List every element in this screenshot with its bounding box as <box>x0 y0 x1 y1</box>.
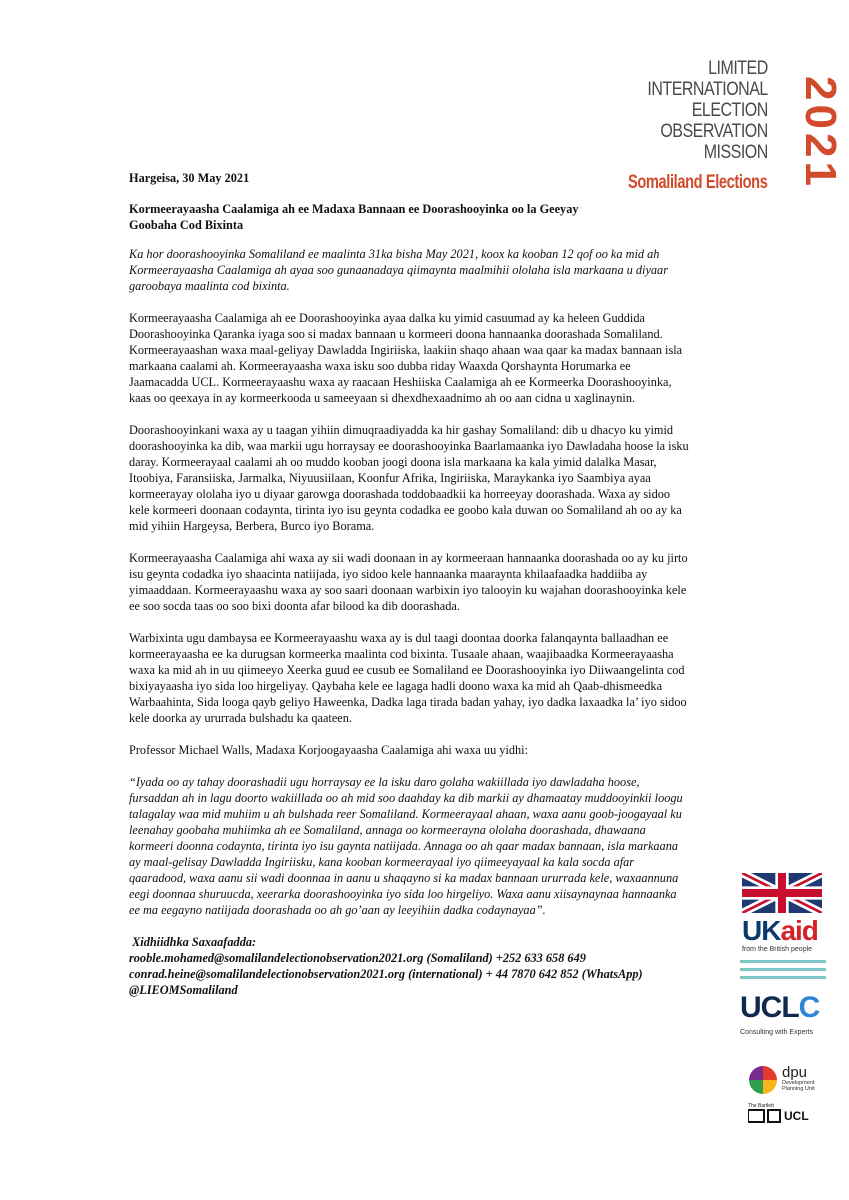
elections-label: Somaliland Elections <box>628 172 768 193</box>
press-contacts <box>129 934 689 998</box>
contact-email-somaliland[interactable]: rooble.mohamed@somalilandelectionobservation2021.org (Somaliland) +252 633 658 649 <box>129 951 586 965</box>
mission-title-line: MISSION <box>703 141 768 163</box>
bartlett-label: The Bartlett <box>748 1103 774 1109</box>
contacts-heading: Xidhiidhka Saxaafadda: <box>132 935 257 949</box>
headline <box>129 201 689 233</box>
contact-twitter-handle[interactable]: @LIEOMSomaliland <box>129 983 238 997</box>
contact-email-international[interactable]: conrad.heine@somalilandelectionobservation2021.org (international) + 44 7870 642 852 (WhatsApp) <box>129 967 643 981</box>
uclc-tagline: Consulting with Experts <box>740 1029 814 1036</box>
headline-line: Goobaha Cod Bixinta <box>129 218 244 232</box>
body-paragraph: Doorashooyinkani waxa ay u taagan yihiin dimuqraadiyadda ka hir gashay Somaliland: dib u dhacyo ku yimid doorashooyinka ka dib, waa markii ugu horraysay ee doorashooyinka Baarlamaanka iyo Dawladaha hoose la isku daray. Kormeerayaal caalami ah oo muddo kooban joogi doona isla markaana ka kala yimid dalalka Masar, Itoobiya, Faransiiska, Jarmalka, Niyuusiilaan, Koonfur Afrika, Ingiriiska, Maraykanka iyo Saambiya ayaa kormeerayay ololaha iyo u diyaar garowga doorashada toddobaadkii ka horreeyay doorashada. Waxa ay sidoo kele kormeeri doonaan codaynta, tirinta iyo isu geynta codadka ee goobo kala duwan oo Somaliland ah oo ay ka mid yihiin Hargeysa, Berbera, Burco iyo Borama. <box>129 423 689 533</box>
body-paragraph: Kormeerayaasha Caalamiga ah ee Doorashooyinka ayaa dalka ku yimid casuumad ay ka heleen Guddida Doorashooyinka Qaranka iyaga soo si madax bannaan u kormeeri doona hannaanka doorashada Somaliland. Kormeerayaashan waxa maal-geliyay Dawladda Ingiriiska, laakiin shaqo ahaan waa qaar ka madax bannaan isla markaana caalami ah. Kormeerayaasha waxa isku soo dubba riday Waaxda Qorshaynta Horumarka ee Jaamacadda UCL. Kormeerayaashu waxa ay raacaan Heshiiska Caalamiga ah ee Kormeerka Doorashooyinka, kaas oo qeexaya in ay kormeerkooda u sameeyaan si dhexdhexaadnimo ah oo aan cidna u xaglinaynin. <box>129 311 683 405</box>
mission-title-line: INTERNATIONAL <box>647 78 768 100</box>
ukaid-logo <box>742 873 822 953</box>
mission-title <box>648 58 768 163</box>
dpu-logo <box>748 1065 828 1125</box>
dpu-wordmark: dpu <box>782 1064 808 1081</box>
mission-title-line: ELECTION <box>691 99 768 121</box>
dpu-circle-icon <box>748 1065 778 1095</box>
quote: “Iyada oo ay tahay doorashadii ugu horraysay ee la isku daro golaha wakiillada iyo dawladaha hoose, fursaddan ah in lagu doorto wakiillada oo ah mid soo daahday ka dib markii ay dhamaatay muddooyinkii loogu talagalay waa mid muhiim u ah bulshada reer Somaliland. Kormeerayaal ahaan, waxa aanu goob-joogayaal ku leenahay goobaha muhiimka ah ee Somaliland, annaga oo kormeerayna ololaha doorashada, dhawaana kormeeri doonna codaynta, tirinta iyo isu gaynta natiijada. Annaga oo ah qaar madax bannaan, isla markaana ay maal-gelisay Dawladda Ingiriisku, kana kooban kormeerayaal iyo qiimeeyayaal ka kala socda afar qaaradood, waxa aanu sii wadi doonnaa in aanu u shaqayno si ka madax bannaan ururrada kele, waxaannuna eegi doonnaa shuruucda, xeerarka doorashooyinka iyo sida loo hirgeliyo. Waxa aanu xiisaynaynaa hannaanka ee ma eegayno natiijada doorashada oo ah go’aan ay leeyihiin dadka codaynayaa”. <box>129 775 683 917</box>
ucl-wordmark: UCL <box>784 1109 809 1123</box>
document-body <box>129 170 689 998</box>
body-paragraph: Kormeerayaasha Caalamiga ahi waxa ay sii wadi doonaan in ay kormeeraan hannaanka doorashada oo ay ku jirto isu geynta codadka iyo shaacinta natiijada, iyo sidoo kele hannaanka maaraynta khilaafaadka haddiiba ay yimaaddaan. Kormeerayaashu waxa ay soo saari doonaan warbixin iyo talooyin ku wajahan doorashooyinka kele ee soo socda taas oo soo bixi doonta afar bilood ka dib doorashada. <box>129 551 688 613</box>
uclc-wordmark: UCLC <box>740 991 820 1024</box>
dpu-subtitle: Development Planning Unit <box>782 1080 815 1092</box>
mission-year <box>796 58 845 198</box>
uclc-bars-graphic <box>740 960 830 979</box>
uclc-logo <box>740 960 830 1036</box>
ukaid-wordmark: UKaid <box>742 915 818 946</box>
union-jack-icon <box>742 873 822 913</box>
mission-title-line: OBSERVATION <box>660 120 768 142</box>
mission-title-line: LIMITED <box>708 57 768 79</box>
quote-attribution: Professor Michael Walls, Madaxa Korjoogayaasha Caalamiga ahi waxa uu yidhi: <box>129 743 528 757</box>
mission-year-text: 2021 <box>796 76 845 190</box>
dateline: Hargeisa, 30 May 2021 <box>129 171 250 185</box>
ukaid-tagline: from the British people <box>742 946 813 953</box>
body-paragraph: Warbixinta ugu dambaysa ee Kormeerayaashu waxa ay is dul taagi doontaa doorka falanqaynta ballaadhan ee kormeerayaasha ee ka durugsan kormeerka maalinta cod bixinta. Tusaale ahaan, waajibaadka Kormeerayaasha waxa ka mid ah in uu qiimeeyo Xeerka guud ee cusub ee Somaliland ee Doorashooyinka iyo Diiwaangelinta cod bixiyayaasha iyo sida loo hirgeliyay. Qaybaha kele ee lagaga hadli doono waxa ka mid ah Qaab-dhismeedka Warbaahinta, Sida looga qayb geliyo Haweenka, Dadka laga tirada badan yahay, iyo dadka laxaadka la’ iyo sidoo kele doorka ay ururrada bulshadu ka qaateen. <box>129 631 687 725</box>
headline-line: Kormeerayaasha Caalamiga ah ee Madaxa Bannaan ee Doorashooyinka oo la Geeyay <box>129 202 579 216</box>
intro-paragraph: Ka hor doorashooyinka Somaliland ee maalinta 31ka bisha May 2021, koox ka kooban 12 qof oo ka mid ah Kormeerayaasha Caalamiga ah ayaa soo gunaanadaya qiimaynta maalmihii ololaha isla markaana u diyaar garoobaya maalinta cod bixinta. <box>129 247 668 293</box>
